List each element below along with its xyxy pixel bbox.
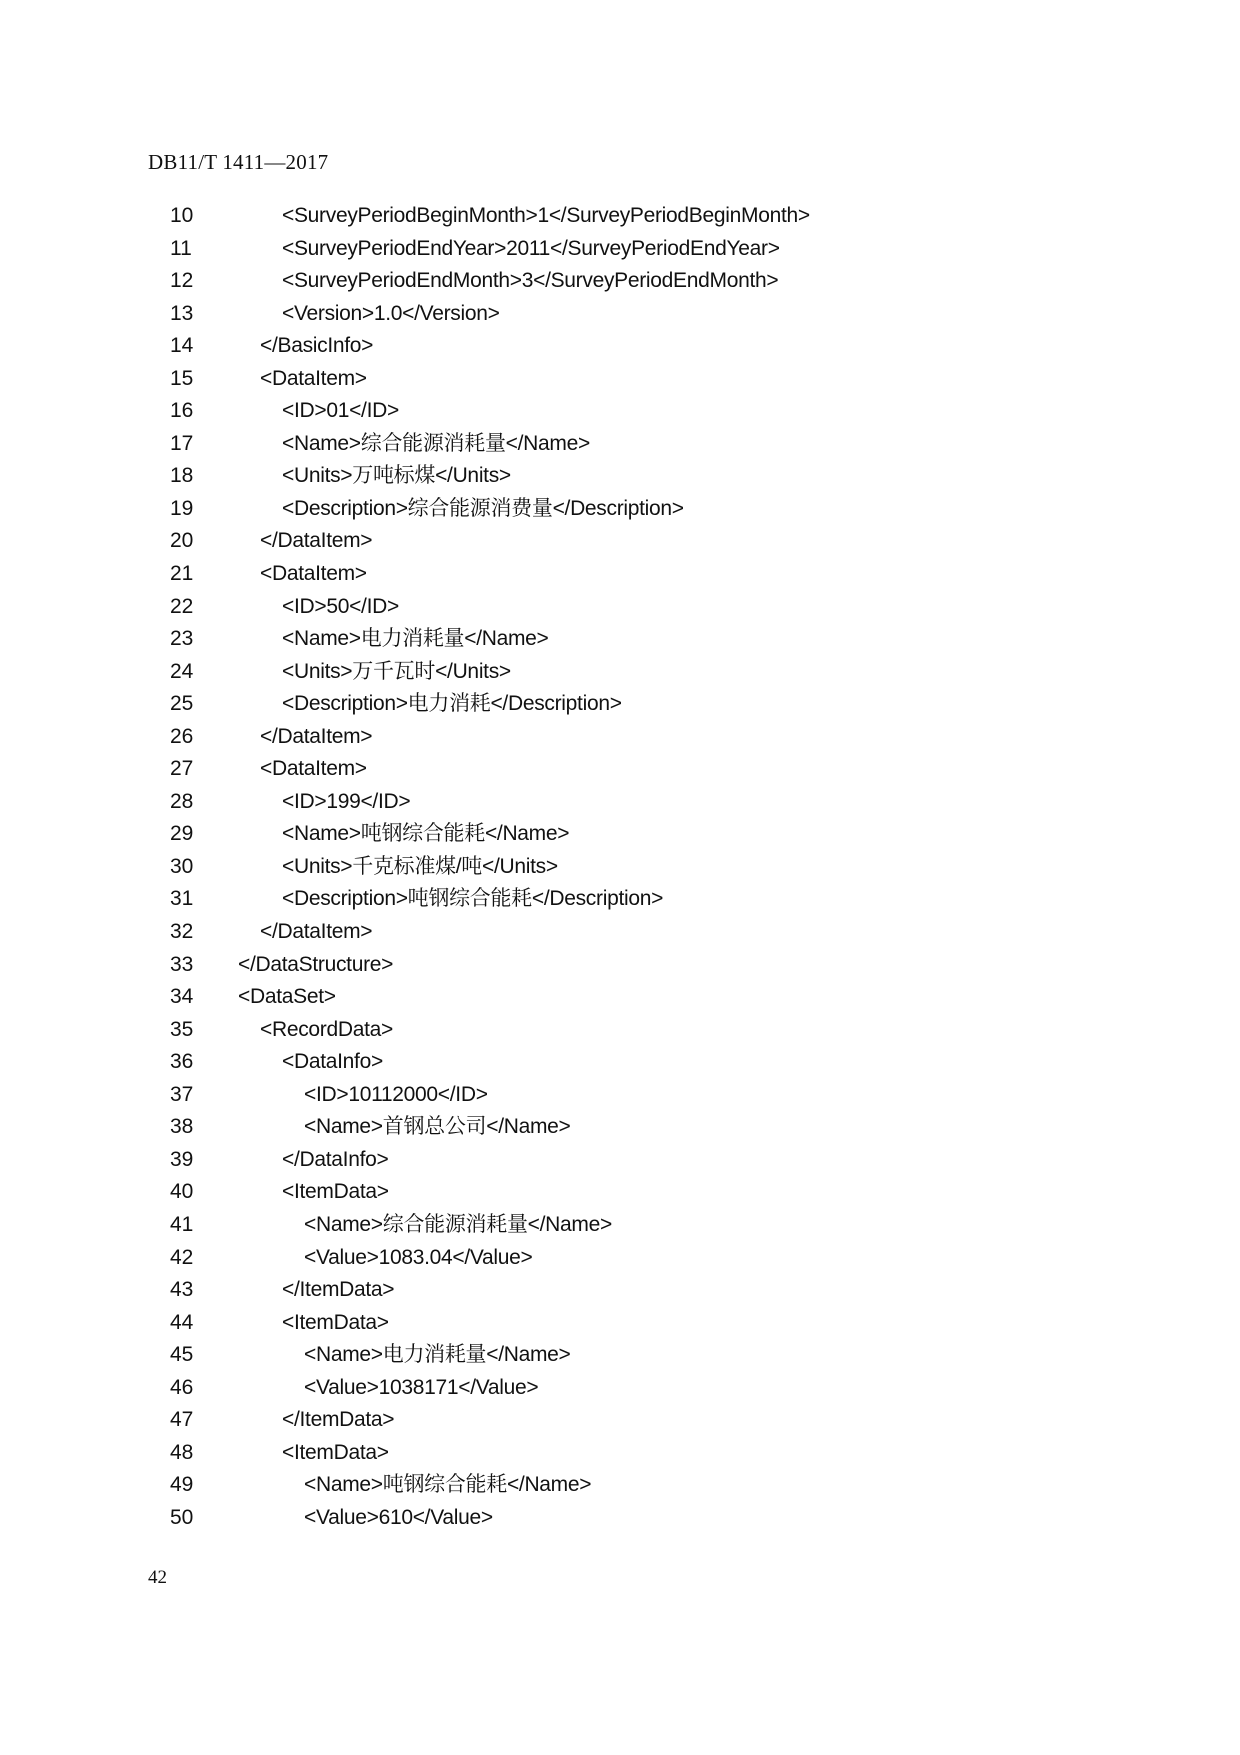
- code-line: [0, 363, 1240, 396]
- line-number: 46: [170, 1375, 194, 1399]
- code-line: [0, 916, 1240, 949]
- code-line: [0, 591, 1240, 624]
- line-code-text: <Version>1.0</Version>: [282, 301, 500, 325]
- line-number: 30: [170, 854, 194, 878]
- line-number: 41: [170, 1212, 194, 1236]
- line-code-text: <Name>吨钢综合能耗</Name>: [304, 1473, 592, 1497]
- line-number: 48: [170, 1440, 194, 1464]
- line-number: 12: [170, 269, 194, 293]
- line-code-text: <Description>吨钢综合能耗</Description>: [282, 887, 664, 911]
- line-number: 40: [170, 1180, 194, 1204]
- line-number: 15: [170, 366, 194, 390]
- line-number: 36: [170, 1050, 194, 1074]
- code-line: [0, 949, 1240, 982]
- line-number: 21: [170, 562, 194, 586]
- line-number: 45: [170, 1343, 194, 1367]
- line-number: 13: [170, 301, 194, 325]
- line-number: 18: [170, 464, 194, 488]
- code-line: [0, 200, 1240, 233]
- line-code-text: <DataInfo>: [282, 1050, 383, 1074]
- code-line: [0, 1274, 1240, 1307]
- line-code-text: <ID>50</ID>: [282, 594, 399, 618]
- line-code-text: <ItemData>: [282, 1440, 389, 1464]
- line-code-text: <ID>01</ID>: [282, 399, 399, 423]
- code-line: [0, 330, 1240, 363]
- line-code-text: </ItemData>: [282, 1278, 395, 1302]
- code-line: [0, 1209, 1240, 1242]
- code-line: [0, 1242, 1240, 1275]
- line-code-text: <ItemData>: [282, 1180, 389, 1204]
- page-number: 42: [148, 1567, 167, 1588]
- line-code-text: </DataStructure>: [238, 952, 394, 976]
- line-code-text: </ItemData>: [282, 1408, 395, 1432]
- code-line: [0, 1046, 1240, 1079]
- line-code-text: </DataInfo>: [282, 1147, 389, 1171]
- line-number: 25: [170, 692, 194, 716]
- code-line: [0, 883, 1240, 916]
- code-line: [0, 1144, 1240, 1177]
- line-number: 23: [170, 627, 194, 651]
- code-line: [0, 1111, 1240, 1144]
- line-number: 22: [170, 594, 194, 618]
- line-number: 37: [170, 1082, 194, 1106]
- line-code-text: <Name>首钢总公司</Name>: [304, 1115, 571, 1139]
- code-line: [0, 981, 1240, 1014]
- code-line: [0, 1372, 1240, 1405]
- line-code-text: <SurveyPeriodEndYear>2011</SurveyPeriodEndYear>: [282, 236, 780, 260]
- line-code-text: <Name>吨钢综合能耗</Name>: [282, 822, 570, 846]
- code-line: [0, 623, 1240, 656]
- line-number: 19: [170, 496, 194, 520]
- line-code-text: <Name>电力消耗量</Name>: [304, 1343, 571, 1367]
- line-code-text: <Name>电力消耗量</Name>: [282, 627, 549, 651]
- line-number: 43: [170, 1278, 194, 1302]
- code-line: [0, 1404, 1240, 1437]
- line-number: 20: [170, 529, 194, 553]
- line-code-text: <ID>199</ID>: [282, 789, 411, 813]
- line-code-text: <DataItem>: [260, 757, 367, 781]
- line-code-text: <Units>千克标准煤/吨</Units>: [282, 854, 558, 878]
- line-code-text: </BasicInfo>: [260, 334, 374, 358]
- line-code-text: <Units>万吨标煤</Units>: [282, 464, 511, 488]
- line-code-text: </DataItem>: [260, 724, 373, 748]
- line-number: 39: [170, 1147, 194, 1171]
- code-line: [0, 1176, 1240, 1209]
- line-number: 28: [170, 789, 194, 813]
- code-line: [0, 233, 1240, 266]
- line-code-text: <SurveyPeriodBeginMonth>1</SurveyPeriodBeginMonth>: [282, 204, 810, 227]
- line-number: 24: [170, 659, 194, 683]
- line-code-text: <RecordData>: [260, 1017, 393, 1041]
- code-line: [0, 753, 1240, 786]
- code-line: [0, 493, 1240, 526]
- line-code-text: </DataItem>: [260, 920, 373, 944]
- code-line: [0, 851, 1240, 884]
- line-code-text: <Name>综合能源消耗量</Name>: [282, 431, 590, 455]
- line-number: 50: [170, 1505, 194, 1529]
- line-number: 38: [170, 1115, 194, 1139]
- line-number: 34: [170, 985, 194, 1009]
- code-line: [0, 1502, 1240, 1535]
- xml-code-listing: [0, 200, 1240, 1534]
- line-code-text: </DataItem>: [260, 529, 373, 553]
- line-number: 35: [170, 1017, 194, 1041]
- line-number: 32: [170, 920, 194, 944]
- code-line: [0, 786, 1240, 819]
- code-line: [0, 558, 1240, 591]
- line-number: 16: [170, 399, 194, 423]
- line-code-text: <ItemData>: [282, 1310, 389, 1334]
- line-number: 17: [170, 431, 194, 455]
- code-line: [0, 1469, 1240, 1502]
- code-line: [0, 1014, 1240, 1047]
- code-line: [0, 1079, 1240, 1112]
- line-number: 11: [170, 236, 192, 260]
- code-line: [0, 818, 1240, 851]
- code-line: [0, 656, 1240, 689]
- line-code-text: <DataSet>: [238, 985, 336, 1009]
- line-code-text: <DataItem>: [260, 562, 367, 586]
- line-code-text: <DataItem>: [260, 366, 367, 390]
- line-number: 26: [170, 724, 194, 748]
- line-number: 33: [170, 952, 194, 976]
- code-line: [0, 395, 1240, 428]
- code-line: [0, 721, 1240, 754]
- line-number: 31: [170, 887, 194, 911]
- line-number: 47: [170, 1408, 194, 1432]
- line-code-text: <Value>1083.04</Value>: [304, 1245, 533, 1269]
- code-line: [0, 688, 1240, 721]
- code-line: [0, 265, 1240, 298]
- code-line: [0, 298, 1240, 331]
- line-number: 27: [170, 757, 194, 781]
- line-number: 29: [170, 822, 194, 846]
- line-number: 10: [170, 204, 194, 227]
- line-code-text: <ID>10112000</ID>: [304, 1082, 488, 1106]
- line-number: 14: [170, 334, 194, 358]
- code-line: [0, 1437, 1240, 1470]
- code-line: [0, 460, 1240, 493]
- code-line: [0, 428, 1240, 461]
- line-number: 42: [170, 1245, 194, 1269]
- line-code-text: <Units>万千瓦时</Units>: [282, 659, 511, 683]
- line-code-text: <Value>610</Value>: [304, 1505, 493, 1529]
- line-code-text: <SurveyPeriodEndMonth>3</SurveyPeriodEndMonth>: [282, 269, 779, 293]
- line-code-text: <Description>综合能源消费量</Description>: [282, 496, 684, 520]
- line-number: 44: [170, 1310, 194, 1334]
- document-header-code: DB11/T 1411—2017: [148, 150, 329, 174]
- line-code-text: <Description>电力消耗</Description>: [282, 692, 622, 716]
- line-number: 49: [170, 1473, 194, 1497]
- code-line: [0, 525, 1240, 558]
- code-line: [0, 1339, 1240, 1372]
- line-code-text: <Name>综合能源消耗量</Name>: [304, 1212, 612, 1236]
- code-line: [0, 1307, 1240, 1340]
- line-code-text: <Value>1038171</Value>: [304, 1375, 539, 1399]
